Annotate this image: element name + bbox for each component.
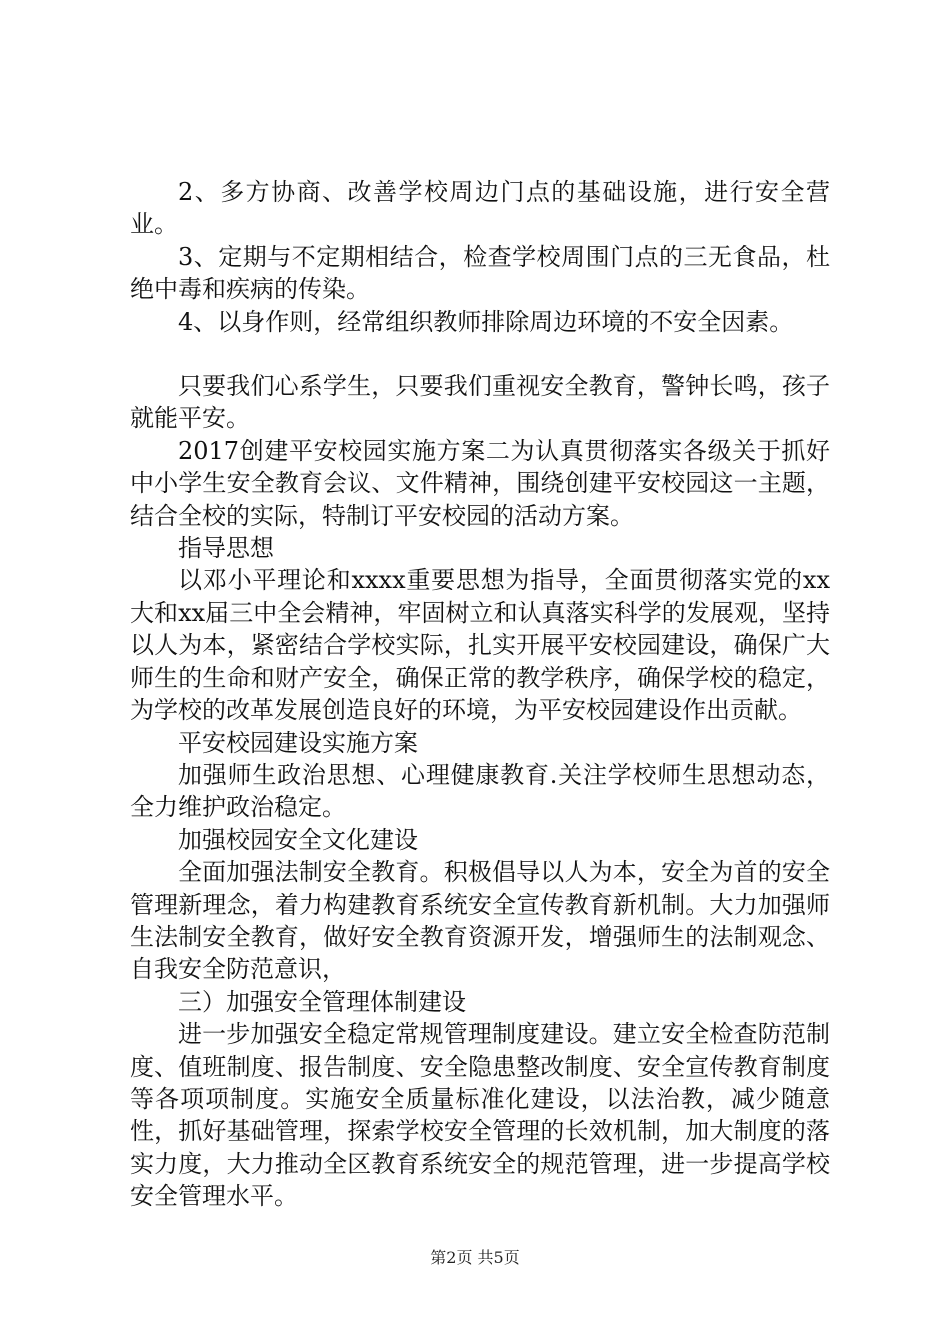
- paragraph-guiding-ideology: 以邓小平理论和xxxx重要思想为指导，全面贯彻落实党的xx大和xx届三中全会精神，牢固树立和认真落实科学的发展观，坚持以人为本，紧密结合学校实际，扎实开展平安校园建设，确保广大师生的生命和财产安全，确保正常的教学秩序，确保学校的稳定，为学校的改革发展创造良好的环境，为平安校园建设作出贡献。: [130, 566, 830, 725]
- paragraph-political-education: 加强师生政治思想、心理健康教育.关注学校师生思想动态，全力维护政治稳定。: [130, 760, 830, 822]
- paragraph-management-system: 进一步加强安全稳定常规管理制度建设。建立安全检查防范制度、值班制度、报告制度、安全隐患整改制度、安全宣传教育制度等各项项制度。实施安全质量标准化建设，以法治教，减少随意性，抓好基础管理，探索学校安全管理的长效机制，加大制度的落实力度，大力推动全区教育系统安全的规范管理，进一步提高学校安全管理水平。: [130, 1020, 830, 1211]
- paragraph-item-3: 3、定期与不定期相结合，检查学校周围门点的三无食品，杜绝中毒和疾病的传染。: [130, 242, 830, 304]
- paragraph-plan-intro: 2017创建平安校园实施方案二为认真贯彻落实各级关于抓好中小学生安全教育会议、文件精神，围绕创建平安校园这一主题，结合全校的实际，特制订平安校园的活动方案。: [130, 436, 830, 530]
- document-body: [130, 176, 830, 1213]
- paragraph-legal-education: 全面加强法制安全教育。积极倡导以人为本，安全为首的安全管理新理念，着力构建教育系统安全宣传教育新机制。大力加强师生法制安全教育，做好安全教育资源开发，增强师生的法制观念、自我安全防范意识，: [130, 858, 830, 984]
- paragraph-conclusion: 只要我们心系学生，只要我们重视安全教育，警钟长鸣，孩子就能平安。: [130, 372, 830, 433]
- section-heading-implementation-plan: 平安校园建设实施方案: [178, 728, 418, 757]
- section-heading-safety-culture: 加强校园安全文化建设: [178, 825, 418, 854]
- paragraph-item-2: 2、多方协商、改善学校周边门点的基础设施，进行安全营业。: [130, 178, 830, 239]
- page-number-footer: 第2页 共5页: [430, 1248, 520, 1267]
- section-heading-guiding-ideology: 指导思想: [178, 534, 274, 563]
- section-heading-management-system: 三）加强安全管理体制建设: [178, 987, 466, 1016]
- paragraph-item-4: 4、以身作则，经常组织教师排除周边环境的不安全因素。: [178, 307, 794, 336]
